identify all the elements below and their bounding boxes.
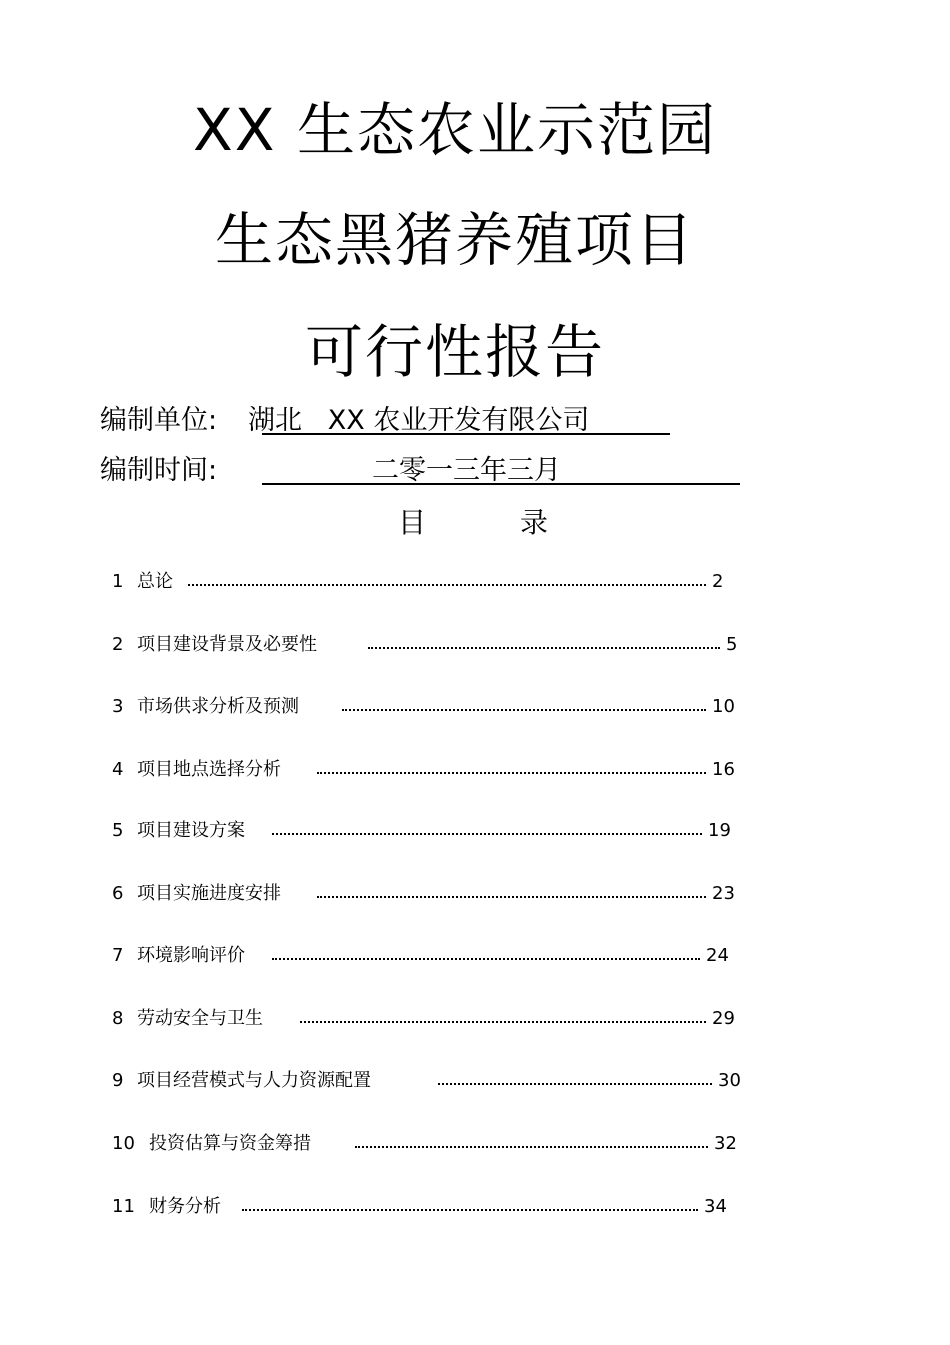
- toc-entry-leader: [368, 647, 720, 649]
- toc-entry-page: 29: [712, 1008, 735, 1029]
- toc-entry-title: 财务分析: [149, 1196, 221, 1217]
- cover-title-line3: 可行性报告: [304, 318, 605, 386]
- cover-title-line2: 生态黑猪养殖项目: [214, 206, 695, 274]
- toc-entry-number: 2: [112, 634, 124, 655]
- toc-heading-right: 录: [520, 506, 549, 539]
- toc-entry-page: 32: [714, 1133, 737, 1154]
- unit-underline: [262, 433, 670, 435]
- toc-entry-page: 19: [708, 820, 731, 841]
- toc-heading: [0, 505, 950, 541]
- toc-entry-page: 30: [718, 1070, 741, 1091]
- toc-entry-title: 环境影响评价: [137, 945, 245, 966]
- toc-entry-page: 16: [712, 759, 735, 780]
- toc-entry-title: 项目地点选择分析: [137, 759, 281, 780]
- toc-entry-page: 2: [712, 571, 724, 592]
- toc-heading-left: 目: [398, 506, 427, 539]
- toc-entry-title: 劳动安全与卫生: [137, 1008, 263, 1029]
- toc-entry-leader: [272, 958, 700, 960]
- time-value: 二零一三年三月: [372, 455, 561, 486]
- toc-entry-title: 项目建设方案: [137, 820, 245, 841]
- toc-entry-page: 34: [704, 1196, 727, 1217]
- toc-entry-title: 项目经营模式与人力资源配置: [137, 1070, 371, 1091]
- toc-entry-title: 项目实施进度安排: [137, 883, 281, 904]
- toc-entry-number: 4: [112, 759, 124, 780]
- time-underline: [262, 483, 740, 485]
- toc-entry-title: 市场供求分析及预测: [137, 696, 299, 717]
- time-label: 编制时间:: [100, 455, 218, 486]
- toc-entry-number: 11: [112, 1196, 135, 1217]
- toc-entry-leader: [317, 896, 706, 898]
- toc-entry-number: 7: [112, 945, 124, 966]
- toc-entry-number: 3: [112, 696, 124, 717]
- toc-entry-page: 5: [726, 634, 738, 655]
- cover-title-line1: XX 生态农业示范园: [193, 96, 717, 164]
- toc-entry-leader: [272, 833, 702, 835]
- toc-entry-title: 总论: [137, 571, 173, 592]
- toc-entry-page: 23: [712, 883, 735, 904]
- toc-entry-leader: [188, 584, 706, 586]
- toc-entry-leader: [242, 1209, 698, 1211]
- toc-entry-leader: [300, 1021, 706, 1023]
- toc-entry-number: 1: [112, 571, 124, 592]
- toc-entry-number: 9: [112, 1070, 124, 1091]
- toc-entry-leader: [355, 1146, 708, 1148]
- toc-entry-leader: [317, 772, 706, 774]
- toc-entry-number: 6: [112, 883, 124, 904]
- toc-entry-leader: [438, 1083, 712, 1085]
- unit-label: 编制单位:: [100, 405, 218, 436]
- toc-entry-leader: [342, 709, 706, 711]
- toc-entry-page: 10: [712, 696, 735, 717]
- toc-entry-title: 项目建设背景及必要性: [137, 634, 317, 655]
- unit-value: 湖北 XX 农业开发有限公司: [248, 405, 590, 436]
- toc-entry-title: 投资估算与资金筹措: [149, 1133, 311, 1154]
- toc-entry-number: 8: [112, 1008, 124, 1029]
- toc-entry-number: 10: [112, 1133, 135, 1154]
- toc-entry-number: 5: [112, 820, 124, 841]
- toc-entry-page: 24: [706, 945, 729, 966]
